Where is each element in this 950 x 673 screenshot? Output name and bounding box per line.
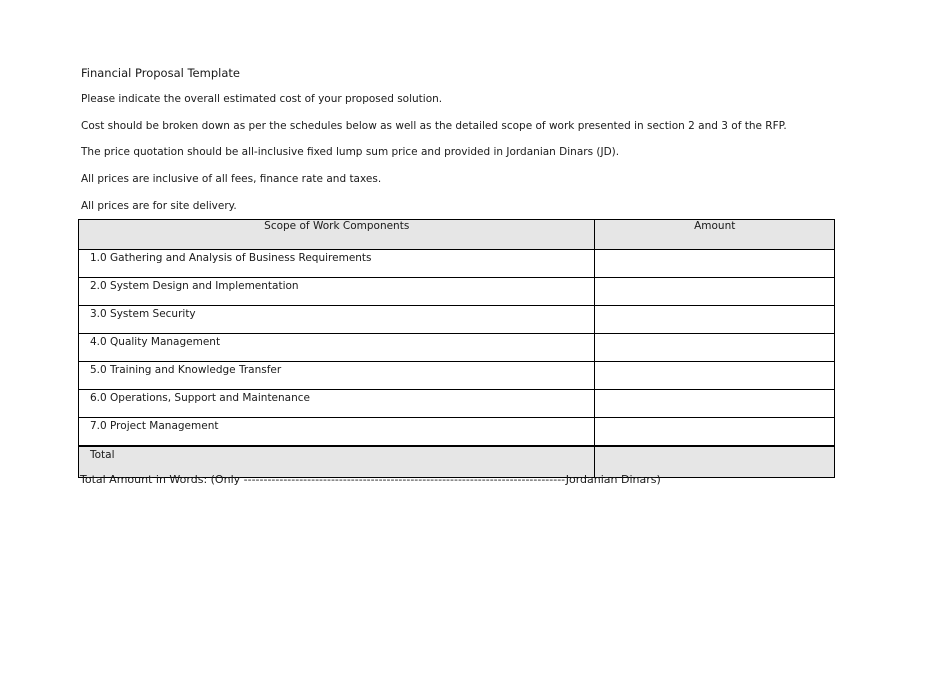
table-header-row bbox=[79, 220, 835, 250]
table-row bbox=[79, 390, 835, 418]
amount-cell[interactable] bbox=[595, 362, 835, 390]
amount-cell[interactable] bbox=[595, 278, 835, 306]
total-amount-in-words: Total Amount in Words: (Only ---------------------------------------------------------------------------------Jordanian Dinars) bbox=[80, 473, 661, 486]
component-cell: 5.0 Training and Knowledge Transfer bbox=[79, 362, 595, 390]
instruction-paragraph: The price quotation should be all-inclusive fixed lump sum price and provided in Jordanian Dinars (JD). bbox=[81, 146, 620, 158]
instruction-paragraph: All prices are for site delivery. bbox=[81, 200, 237, 212]
component-cell: 6.0 Operations, Support and Maintenance bbox=[79, 390, 595, 418]
scope-of-work-table bbox=[78, 219, 835, 478]
amount-cell[interactable] bbox=[595, 306, 835, 334]
instruction-paragraph: Cost should be broken down as per the schedules below as well as the detailed scope of work presented in section 2 and 3 of the RFP. bbox=[81, 120, 787, 132]
amount-cell[interactable] bbox=[595, 418, 835, 447]
amount-cell[interactable] bbox=[595, 334, 835, 362]
amount-cell[interactable] bbox=[595, 390, 835, 418]
table-row bbox=[79, 250, 835, 278]
table-row bbox=[79, 306, 835, 334]
table-row bbox=[79, 278, 835, 306]
component-cell: 2.0 System Design and Implementation bbox=[79, 278, 595, 306]
column-header-amount: Amount bbox=[595, 220, 835, 250]
table-row bbox=[79, 362, 835, 390]
amount-cell[interactable] bbox=[595, 250, 835, 278]
total-label-cell: Total bbox=[79, 446, 595, 478]
table-row bbox=[79, 418, 835, 447]
instruction-paragraph: All prices are inclusive of all fees, finance rate and taxes. bbox=[81, 173, 382, 185]
component-cell: 1.0 Gathering and Analysis of Business Requirements bbox=[79, 250, 595, 278]
component-cell: 4.0 Quality Management bbox=[79, 334, 595, 362]
table-row bbox=[79, 334, 835, 362]
column-header-scope: Scope of Work Components bbox=[79, 220, 595, 250]
instruction-paragraph: Please indicate the overall estimated cost of your proposed solution. bbox=[81, 93, 443, 105]
component-cell: 7.0 Project Management bbox=[79, 418, 595, 447]
component-cell: 3.0 System Security bbox=[79, 306, 595, 334]
page-title: Financial Proposal Template bbox=[81, 66, 240, 80]
